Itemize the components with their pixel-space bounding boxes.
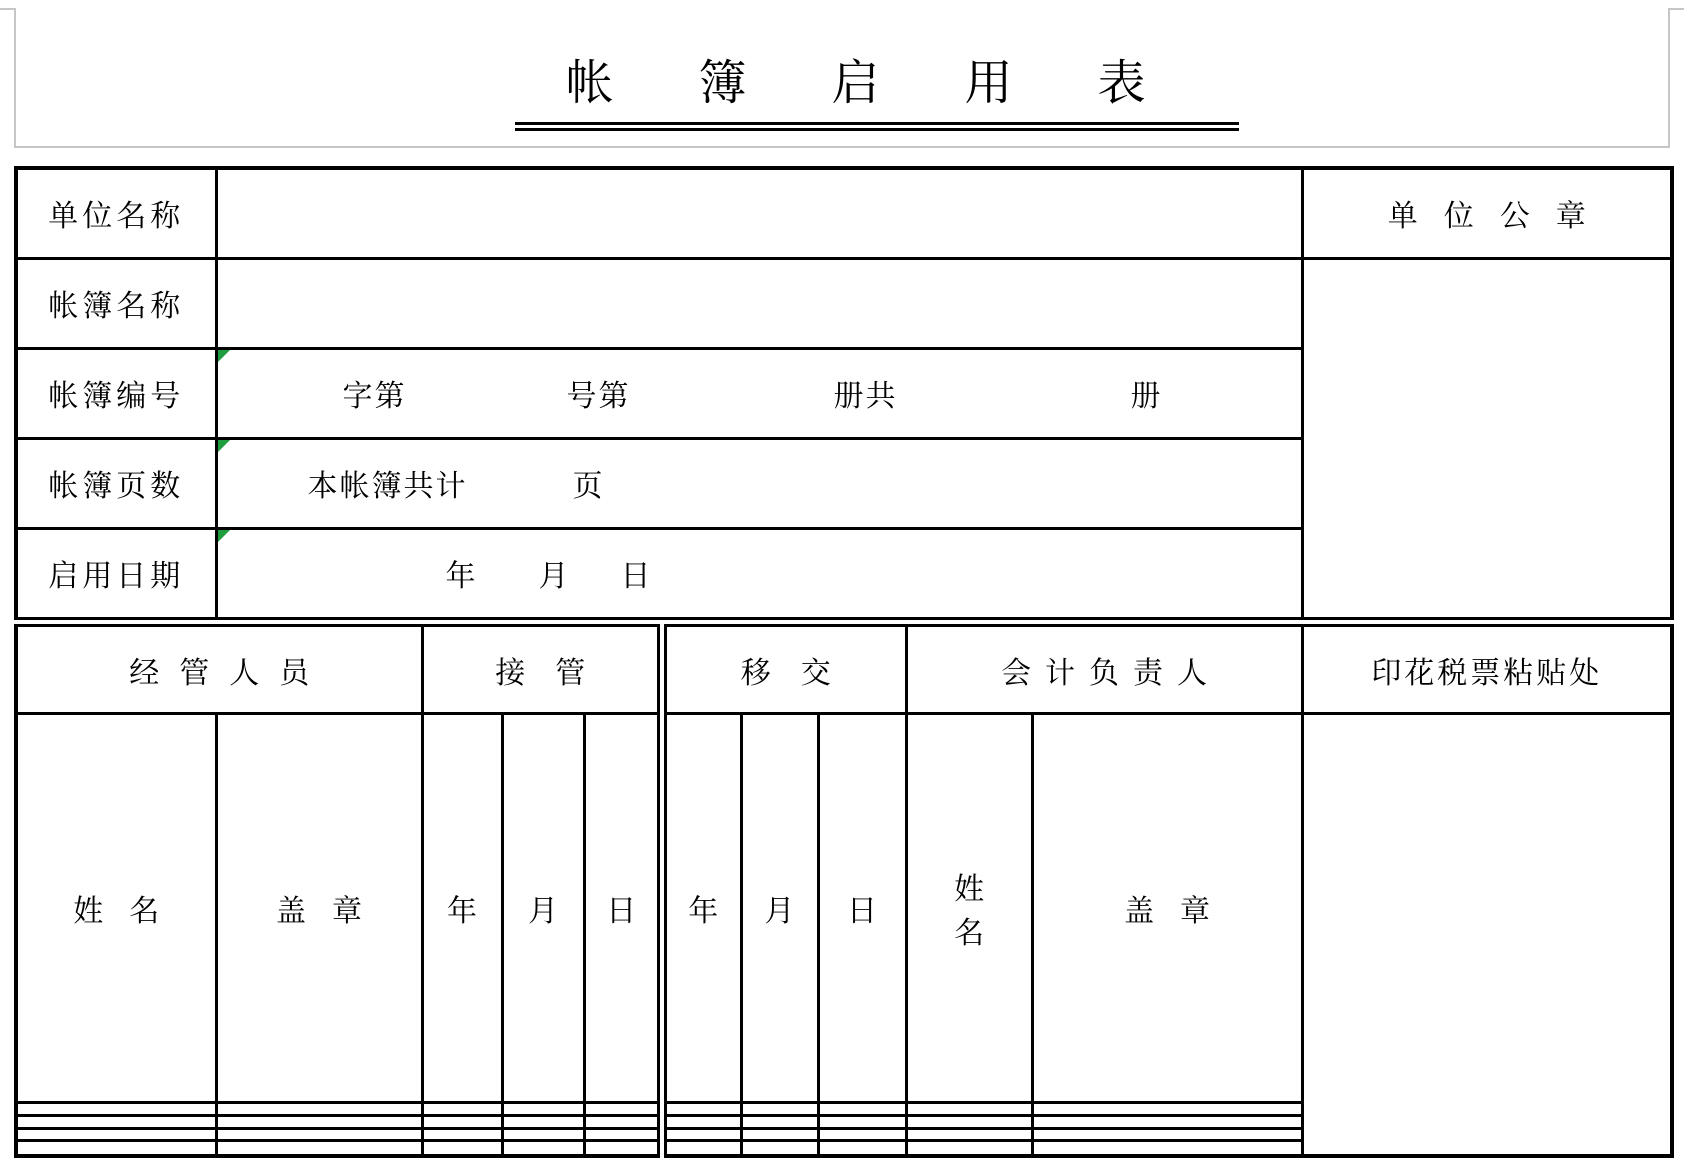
data-cell[interactable] (662, 1115, 741, 1128)
label-book-pages: 帐簿页数 (16, 438, 216, 528)
data-cell[interactable] (741, 1141, 818, 1156)
data-cell[interactable] (502, 1103, 584, 1116)
stamp-paste-area[interactable] (1302, 714, 1672, 1157)
data-cell[interactable] (16, 1141, 216, 1156)
data-cell[interactable] (662, 1141, 741, 1156)
data-cell[interactable] (818, 1141, 906, 1156)
book-number-text: 册共 (833, 380, 898, 414)
data-cell[interactable] (906, 1103, 1032, 1116)
col-header-year: 年 (422, 714, 502, 1103)
data-cell[interactable] (584, 1115, 662, 1128)
sub-header-row (16, 714, 1672, 1103)
row-unit-name (16, 168, 1672, 258)
start-date-year-text: 年 (445, 560, 478, 594)
data-cell[interactable] (16, 1103, 216, 1116)
page-title-text: 帐簿启用表 (515, 57, 1238, 131)
col-header-seal: 盖章 (216, 714, 422, 1103)
unit-name-value-cell[interactable] (216, 168, 1302, 258)
data-cell[interactable] (741, 1115, 818, 1128)
data-cell[interactable] (741, 1128, 818, 1141)
data-cell[interactable] (16, 1115, 216, 1128)
book-name-value-cell[interactable] (216, 258, 1302, 348)
book-number-text: 号第 (566, 380, 631, 414)
data-cell[interactable] (584, 1128, 662, 1141)
data-cell[interactable] (1032, 1141, 1302, 1156)
col-header-month: 月 (502, 714, 584, 1103)
data-cell[interactable] (1032, 1115, 1302, 1128)
data-cell[interactable] (502, 1128, 584, 1141)
data-cell[interactable] (662, 1103, 741, 1116)
book-pages-text: 本帐簿共计 (307, 470, 468, 504)
data-cell[interactable] (502, 1141, 584, 1156)
lower-table (14, 624, 1674, 1158)
data-cell[interactable] (584, 1103, 662, 1116)
col-header-seal: 盖章 (1032, 714, 1302, 1103)
data-cell[interactable] (906, 1115, 1032, 1128)
header-takeover: 接管 (422, 626, 662, 714)
data-cell[interactable] (818, 1103, 906, 1116)
book-number-text: 册 (1130, 380, 1163, 414)
data-cell[interactable] (584, 1141, 662, 1156)
data-cell[interactable] (818, 1115, 906, 1128)
data-cell[interactable] (216, 1115, 422, 1128)
data-cell[interactable] (422, 1128, 502, 1141)
header-accounting-chief: 会计负责人 (906, 626, 1302, 714)
data-cell[interactable] (741, 1103, 818, 1116)
data-cell[interactable] (422, 1141, 502, 1156)
label-start-date: 启用日期 (16, 528, 216, 618)
data-cell[interactable] (1032, 1103, 1302, 1116)
data-cell[interactable] (422, 1115, 502, 1128)
row-book-name (16, 258, 1672, 348)
book-number-value-cell[interactable] (216, 348, 1302, 438)
col-header-year: 年 (662, 714, 741, 1103)
page-title (16, 8, 1668, 111)
header-handover: 移交 (662, 626, 906, 714)
upper-table (14, 166, 1674, 620)
data-cell[interactable] (502, 1115, 584, 1128)
data-cell[interactable] (906, 1141, 1032, 1156)
book-pages-value-cell[interactable] (216, 438, 1302, 528)
data-cell[interactable] (662, 1128, 741, 1141)
data-cell[interactable] (216, 1103, 422, 1116)
data-cell[interactable] (906, 1128, 1032, 1141)
start-date-value-cell[interactable] (216, 528, 1302, 618)
company-seal-area[interactable] (1302, 258, 1672, 618)
group-header-row (16, 626, 1672, 714)
col-header-day: 日 (584, 714, 662, 1103)
col-header-name: 姓名 (16, 714, 216, 1103)
data-cell[interactable] (16, 1128, 216, 1141)
error-indicator-icon (218, 530, 230, 542)
data-cell[interactable] (1032, 1128, 1302, 1141)
header-managing-staff: 经管人员 (16, 626, 422, 714)
error-indicator-icon (218, 350, 230, 362)
book-pages-text: 页 (572, 470, 605, 504)
col-header-month: 月 (741, 714, 818, 1103)
data-cell[interactable] (818, 1128, 906, 1141)
col-header-day: 日 (818, 714, 906, 1103)
company-seal-header: 单位公章 (1302, 168, 1672, 258)
label-book-name: 帐簿名称 (16, 258, 216, 348)
data-cell[interactable] (216, 1128, 422, 1141)
error-indicator-icon (218, 440, 230, 452)
book-number-text: 字第 (342, 380, 407, 414)
label-unit-name: 单位名称 (16, 168, 216, 258)
start-date-month-text: 月 (538, 560, 571, 594)
header-stamp-paste-area: 印花税票粘贴处 (1302, 626, 1672, 714)
data-cell[interactable] (216, 1141, 422, 1156)
start-date-day-text: 日 (620, 560, 653, 594)
col-header-name: 姓名 (906, 714, 1032, 1103)
title-block (14, 8, 1670, 148)
data-cell[interactable] (422, 1103, 502, 1116)
label-book-number: 帐簿编号 (16, 348, 216, 438)
